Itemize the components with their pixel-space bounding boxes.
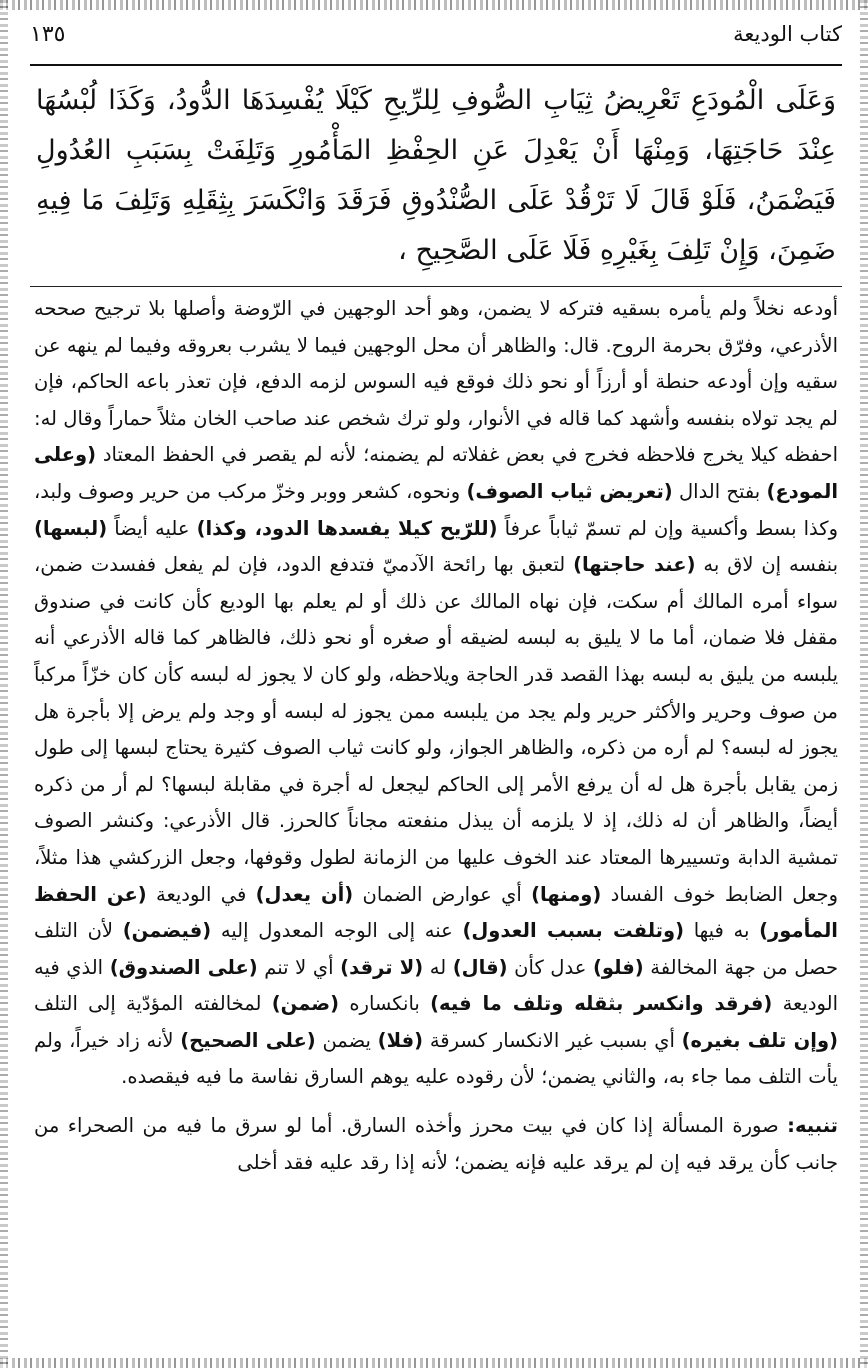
matn-quote: (ضمن) <box>271 992 340 1016</box>
ornamental-border-bottom <box>0 1358 868 1368</box>
matn-quote: (فرقد وانكسر بثقله وتلف ما فيه) <box>430 992 773 1016</box>
commentary-segment: لأنه زاد خيراً، ولم يأت التلف مما جاء به، والثاني يضمن؛ لأن رقوده عليه يوهم السارق نفاسة ما فيه فيقصده. <box>34 1028 838 1089</box>
matn-quote: (قال) <box>452 955 508 979</box>
matn-quote: (فلو) <box>592 955 644 979</box>
commentary-segment: بانكساره <box>339 992 431 1016</box>
commentary-segment: لتعبق بها رائحة الآدميّ فتدفع الدود، فإن لم يفعل ففسدت ضمن، سواء أمره المالك أم سكت، فإن نهاه المالك عن ذلك أو لم يعلم بها الوديع كأن كانت في صندوق مقفل فلا ضمان، أما ما لا يليق به لبسه لضيقه أو صغره أو نحو ذلك، فالظاهر كما قاله الأذرعي أنه يلبسه من يليق به لبسه بهذا القصد قدر الحاجة ويلاحظه، ولو كان لا يجوز له لبسه كأن كان خزّاً مركباً من صوف وحرير والأكثر حرير ولم يجد من يلبسه ممن يجوز له لبسه أو وجد ولم يرض إلا بأجرة هل يجوز له لبسه؟ لم أره من ذكره، والظاهر الجواز، ولو كانت ثياب الصوف كثيرة يحتاج لبسها إلى طول زمن يقابل بأجرة هل له أن يرفع الأمر إلى الحاكم ليجعل له أجرة في مقابلة لبسها؟ لم أر من ذكره أيضاً، والظاهر أن له ذلك، إذ لا يلزمه أن يبذل منفعته مجاناً كالحرز. قال الأذرعي: وكنشر الصوف تمشية الدابة وتسييرها المعتاد عند الخوف عليها من الزمانة لطول وقوفها، وجعل الزركشي هذا مثلاً، وجعل الضابط خوف الفساد <box>34 553 839 906</box>
matn-text: وَعَلَى الْمُودَعِ تَعْرِيضُ ثِيَابِ الصُّوفِ لِلرِّيحِ كَيْلَا يُفْسِدَهَا الدُّودُ، وَكَذَا لُبْسُهَا عِنْدَ حَاجَتِهَا، وَمِنْهَا أَنْ يَعْدِلَ عَنِ الحِفْظِ المَأْمُورِ وَتَلِفَتْ بِسَبَبِ العُدُولِ فَيَضْمَنُ، فَلَوْ قَالَ لَا تَرْقُدْ عَلَى الصُّنْدُوقِ فَرَقَدَ وَانْكَسَرَ بِثِقَلِهِ وَتَلِفَ مَا فِيهِ ضَمِنَ، وَإِنْ تَلِفَ بِغَيْرِهِ فَلَا عَلَى الصَّحِيحِ ، <box>36 85 836 266</box>
commentary-segment: عليه أيضاً <box>107 516 197 540</box>
page <box>30 22 842 1181</box>
commentary-segment: بفتح الدال <box>672 479 767 503</box>
commentary-segment: في الوديعة <box>146 882 256 906</box>
commentary-segment: أي عوارض الضمان <box>353 882 532 906</box>
commentary-segment: به فيها <box>684 919 760 943</box>
matn-quote: (على الصحيح) <box>180 1028 316 1052</box>
commentary <box>30 287 842 1181</box>
book-title: كتاب الوديعة <box>733 22 842 46</box>
ornamental-border-left <box>0 0 8 1368</box>
matn-quote: (ومنها) <box>531 882 602 906</box>
ornamental-border-top <box>0 0 868 10</box>
commentary-segment: عدل كأن <box>507 955 593 979</box>
commentary-segment: أي بسبب غير الانكسار كسرقة <box>423 1028 682 1052</box>
matn-quote: (على الصندوق) <box>109 955 258 979</box>
matn-quote: (وتلفت بسبب العدول) <box>462 919 685 943</box>
note-text: صورة المسألة إذا كان في بيت محرز وأخذه السارق. أما لو سرق ما فيه من الصحراء من جانب كأن يرقد فيه إن لم يرقد عليه فإنه يضمن؛ لأنه إذا رقد عليه فقد أخلى <box>34 1114 838 1174</box>
page-number: ١٣٥ <box>30 22 66 47</box>
commentary-segment: له <box>423 955 453 979</box>
matn-quote: (عند حاجتها) <box>573 553 696 577</box>
matn-quote: (وإن تلف بغيره) <box>681 1028 839 1052</box>
commentary-segment: يضمن <box>315 1028 378 1052</box>
commentary-segment: لأن التلف حصل من جهة المخالفة <box>34 919 839 979</box>
commentary-segment: أي لا تنم <box>257 955 341 979</box>
commentary-segment: الذي فيه الوديعة <box>34 955 838 1016</box>
commentary-segment: أودعه نخلاً ولم يأمره بسقيه فتركه لا يضمن، وهو أحد الوجهين في الرّوضة وأصلها بلا ترجيح صححه الأذرعي، وفرّق بحرمة الروح. قال: والظاهر أن محل الوجهين فيما لا يشرب بعروقه وفيما لم ينهه عن سقيه وإن أودعه حنطة أو أرزاً أو نحو ذلك فوقع فيه السوس لزمه الدفع، فإن تعذر باعه الحاكم، فإن لم يجد تولاه بنفسه وأشهد كما قاله في الأنوار، ولو ترك شخص عند صاحب الخان مثلاً حماراً وقال له: احفظه كيلا يخرج فلاحظه فخرج في بعض غفلاته لم يضمنه؛ لأنه لم يقصر في الحفظ المعتاد <box>34 297 838 467</box>
matn-quote: (أن يعدل) <box>255 882 354 906</box>
header-rule <box>30 64 842 66</box>
ornamental-border-right <box>860 0 868 1368</box>
matn-quote: (عن الحفظ المأمور) <box>34 882 838 943</box>
matn-quote: (لا ترقد) <box>340 955 424 979</box>
commentary-paragraph <box>34 291 838 1096</box>
commentary-segment: عنه إلى الوجه المعدول إليه <box>211 919 463 943</box>
commentary-segment: ونحوه، كشعر ووبر وخزّ مركب من حرير وصوف ولبد، وكذا بسط وأكسية وإن لم تسمّ ثياباً عرفاً <box>34 479 838 540</box>
running-header <box>30 22 842 64</box>
matn-quote: (وعلى المودع) <box>34 443 839 503</box>
matn-quote: (تعريض ثياب الصوف) <box>466 479 673 503</box>
matn-quote: (فلا) <box>377 1028 424 1052</box>
commentary-segment: بنفسه إن لاق به <box>695 553 838 577</box>
note-label: تنبيه: <box>787 1114 838 1138</box>
matn-quote: (لبسها) <box>34 516 108 540</box>
note-paragraph <box>34 1108 838 1181</box>
commentary-segment: لمخالفته المؤدّية إلى التلف <box>34 992 272 1016</box>
matn-quote: (فيضمن) <box>122 919 212 943</box>
matn-quote: (للرّيح كيلا يفسدها الدود، وكذا) <box>196 516 498 540</box>
